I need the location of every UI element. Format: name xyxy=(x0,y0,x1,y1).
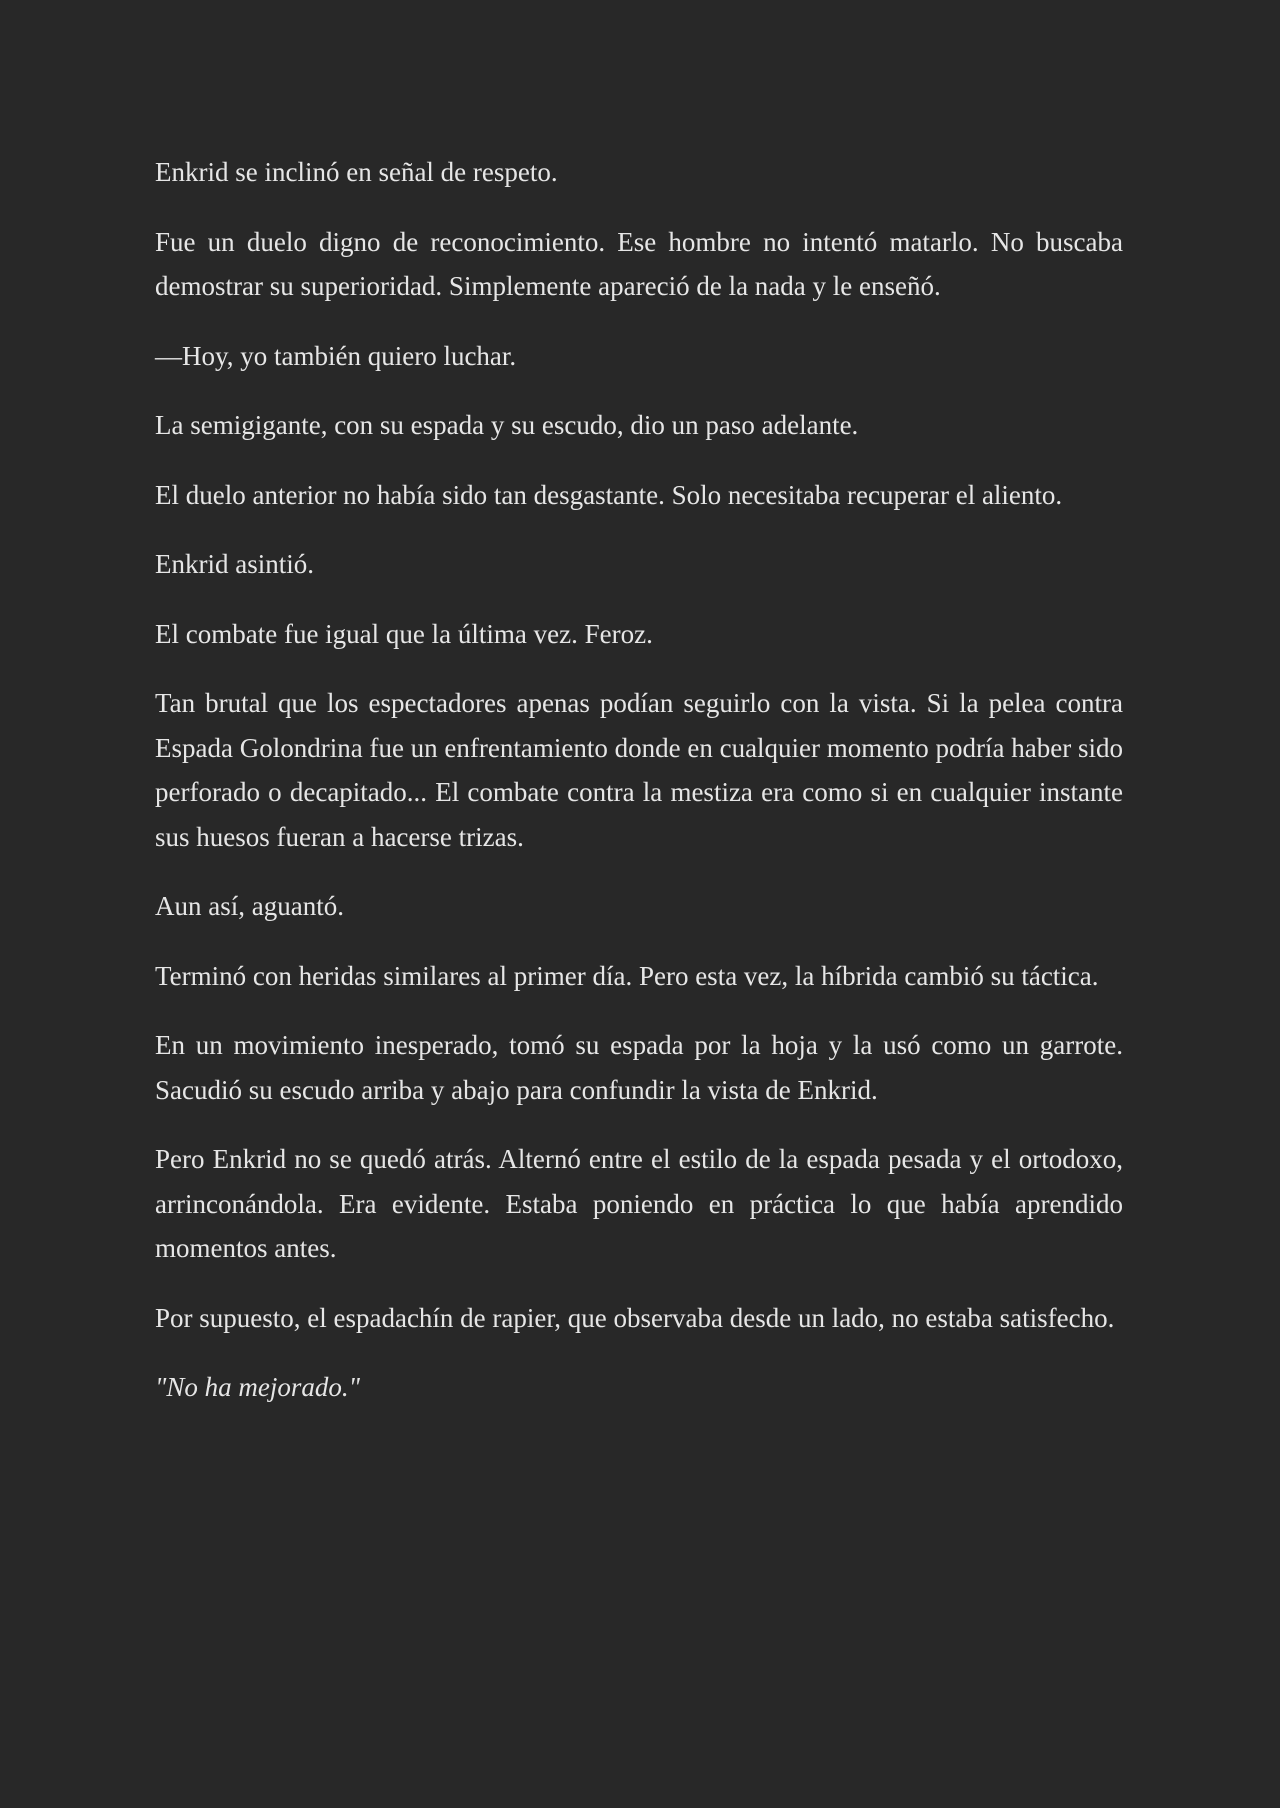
paragraph-12: Pero Enkrid no se quedó atrás. Alternó entre el estilo de la espada pesada y el ortodoxo, arrinconándola. Era evidente. Estaba poniendo en práctica lo que había aprendido momentos antes. xyxy=(155,1144,1123,1263)
paragraph-8: Tan brutal que los espectadores apenas podían seguirlo con la vista. Si la pelea contra Espada Golondrina fue un enfrentamiento donde en cualquier momento podría haber sido perforado o decapitado... El combate contra la mestiza era como si en cualquier instante sus huesos fueran a hacerse trizas. xyxy=(155,688,1123,852)
paragraph-1: Enkrid se inclinó en señal de respeto. xyxy=(155,157,558,187)
paragraph-2: Fue un duelo digno de reconocimiento. Ese hombre no intentó matarlo. No buscaba demostrar su superioridad. Simplemente apareció de la nada y le enseñó. xyxy=(155,226,1123,301)
paragraph-7: El combate fue igual que la última vez. Feroz. xyxy=(155,618,653,649)
paragraph-6: Enkrid asintió. xyxy=(155,549,314,579)
paragraph-11: En un movimiento inesperado, tomó su espada por la hoja y la usó como un garrote. Sacudió su escudo arriba y abajo para confundir la vista de Enkrid. xyxy=(155,1030,1123,1105)
paragraph-14-italic-thought: "No ha mejorado." xyxy=(155,1372,360,1402)
paragraph-4: La semigigante, con su espada y su escudo, dio un paso adelante. xyxy=(155,410,859,440)
paragraph-9: Aun así, aguantó. xyxy=(155,891,344,921)
paragraph-10: Terminó con heridas similares al primer día. Pero esta vez, la híbrida cambió su táctica. xyxy=(155,960,1099,991)
paragraph-5: El duelo anterior no había sido tan desgastante. Solo necesitaba recuperar el aliento. xyxy=(155,479,1063,510)
document-body xyxy=(155,150,1123,1435)
paragraph-13: Por supuesto, el espadachín de rapier, que observaba desde un lado, no estaba satisfecho. xyxy=(155,1302,1115,1333)
paragraph-3: —Hoy, yo también quiero luchar. xyxy=(155,340,517,371)
